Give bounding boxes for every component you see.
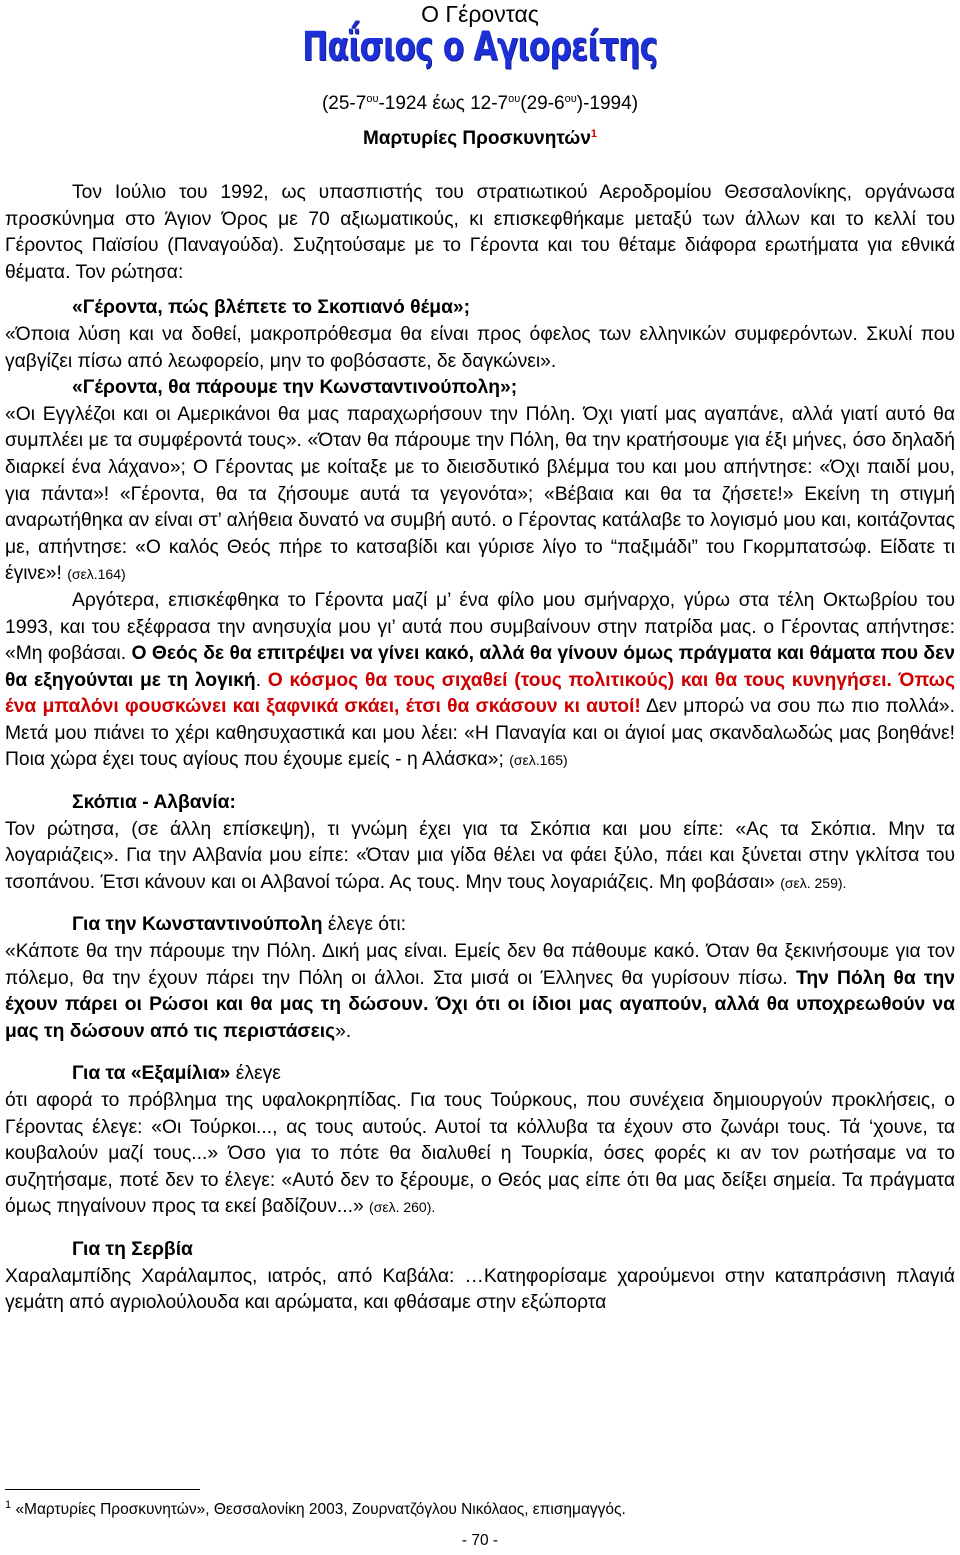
intro-paragraph: Τον Ιούλιο του 1992, ως υπασπιστής του στρατιωτικού Αεροδρομίου Θεσσαλονίκης, οργάνωσα προσκύνημα στο Άγιον Όρος με 70 αξιωματικούς, κι επισκεφθήκαμε μεταξύ των άλλων και το κελλί του Γέροντος Παϊσίου (Παναγούδα). Συζητούσαμε με το Γέροντα και του θέταμε διάφορα ερωτήματα για εθνικά θέματα. Τον ρώτησα: <box>5 182 955 283</box>
heading-skopia-albania: Σκόπια - Αλβανία: <box>72 792 236 814</box>
paragraph-serbia: Χαραλαμπίδης Χαράλαμπος, ιατρός, από Καβάλα: …Κατηφορίσαμε χαρούμενοι στην καταπράσινη πλαγιά γεμάτη από αγριολούλουδα και αρώματα, και φθάσαμε στην εξώπορτα <box>5 1265 955 1314</box>
footnote-ref[interactable]: 1 <box>590 128 598 140</box>
paragraph-konstantinoupoli <box>5 939 955 1045</box>
text: ότι αφορά το πρόβλημα της υφαλοκρηπίδας. Για τους Τούρκους, που συνέχεια δημιουργούν προκλήσεις, ο Γέροντας έλεγε: «Οι Τούρκοι..., ας τους αυτούς. Αυτοί τα κόλλυβα τα έχουν στο ζωνάρι τους. Τά ‘χουνε, τα κουβαλούν μαζί τους...» Όσο για το πότε θα διαλυθεί η Τουρκία, όσες φορές κι αν τον ρωτήσαμε να το συζητήσαμε, ποτέ δεν το έλεγε: «Αυτό δεν το ξέρουμε, ο Θεός μας είπε ότι θα μας δείξει σημεία. Τα πράγματα όμως πηγαίνουν προς τα εκεί βαδίζουν...» <box>5 1090 955 1218</box>
answer-skopia: «Όποια λύση και να δοθεί, μακροπρόθεσμα θα είναι προς όφελος των ελληνικών συμφερόντων. Σκυλί που γαβγίζει πίσω από λεωφορείο, μην το φοβόσαστε, δε δαγκώνει». <box>5 323 955 372</box>
question-skopia: «Γέροντα, πώς βλέπετε το Σκοπιανό θέμα»; <box>72 297 471 319</box>
banner-text: Παΐσιος ο Αγιορείτης <box>302 24 658 70</box>
text: Δεν μπορώ να σου πω πιο πολλά». Μετά μου πιάνει το χέρι καθησυχαστικά και μου λέει: «Η Παναγία και οι άγιοί μας σκανδαλωδώς μας βοηθάνε! Ποια χώρα έχει τους αγίους που έχουμε εμείς - η Αλάσκα»; <box>5 696 955 771</box>
answer-konstantinoupoli <box>5 402 955 588</box>
heading-bold: Για την Κωνσταντινούπολη <box>72 914 323 936</box>
heading-serbia: Για τη Σερβία <box>72 1238 193 1260</box>
page-reference: (σελ.165) <box>509 752 568 769</box>
heading-rest: έλεγε <box>235 1063 281 1085</box>
text: «Κάποτε θα την πάρουμε την Πόλη. Δική μας είναι. Εμείς δεν θα πάθουμε κακό. Όταν θα ξεκινήσουμε για τον πόλεμο, θα την έχουν πάρει την Πόλη οι άλλοι. Στα μισά οι Έλληνες θα γυρίσουν πίσω. <box>5 941 955 989</box>
answer-text: «Οι Εγγλέζοι και οι Αμερικάνοι θα μας παραχωρήσουν την Πόλη. Όχι γιατί μας αγαπάνε, αλλά γιατί αυτό θα συμπλέει με τα συμφέροντά τους». «Όταν θα πάρουμε την Πόλη, θα την κρατήσουμε για έξι μήνες, όσο δηλαδή διαρκεί ένα λάχανο»; Ο Γέροντας με κοίταξε με το διεισδυτικό βλέμμα του και μου απήντησε: «Όχι παιδί μου, για πάντα»! «Γέροντα, θα τα ζήσουμε αυτά τα γεγονότα»; «Βέβαια και θα τα ζήσετε!» Εκείνη τη στιγμή αναρωτήθηκα αν είναι στ’ αλήθεια δυνατό να συμβή αυτό. ο Γέροντας κατάλαβε το λογισμό μου και, κοιτάζοντας με, απήντησε: «Ο καλός Θεός πήρε το κατσαβίδι και γύρισε λίγο το “παξιμάδι” του Γκορμπατσώφ. Είδατε τι έγινε»! <box>5 403 955 585</box>
page-number: - 70 - <box>461 1532 499 1549</box>
paragraph-skopia <box>5 817 955 897</box>
bold-text: Ο Θεός δε θα επιτρέψει να γίνει κακό, αλλά θα γίνουν όμως πράγματα και θάματα που δεν θα εξηγούνται με τη λογική <box>5 643 955 691</box>
page-reference: (σελ. 259). <box>780 874 847 891</box>
bold-text: Την Πόλη θα την έχουν πάρει οι Ρώσοι και θα μας τη δώσουν. Όχι ότι οι ίδιοι μας αγαπούν, αλλά θα υποχρεωθούν να μας τη δώσουν από τις περιστάσεις <box>5 967 955 1042</box>
ordinal-sup: ου <box>366 93 379 105</box>
date-part: )-1994) <box>576 93 639 114</box>
text: ». <box>335 1020 352 1042</box>
heading-konstantinoupoli <box>5 912 955 939</box>
heading-examilia <box>5 1061 955 1088</box>
ordinal-sup: ου <box>508 93 521 105</box>
question-konstantinoupoli: «Γέροντα, θα πάρουμε την Κωνσταντινούπολη»; <box>72 377 518 399</box>
page-title: Ο Γέροντας <box>421 1 539 27</box>
article-body <box>5 180 955 1317</box>
dates-line <box>0 91 960 118</box>
date-part: (29-6 <box>520 93 565 114</box>
page-reference: (σελ. 260). <box>369 1199 436 1216</box>
paragraph-later-visit <box>5 588 955 774</box>
text: . <box>255 669 262 691</box>
subtitle-text: Μαρτυρίες Προσκυνητών <box>362 128 591 149</box>
footnote-number: 1 <box>5 1499 12 1511</box>
date-part: (25-7 <box>321 93 367 114</box>
footnote-separator <box>5 1489 200 1490</box>
red-highlight-text: Ο κόσμος θα τους σιχαθεί (τους πολιτικούς) και θα τους κυνηγήσει. Όπως ένα μπαλόνι φουσκώνει και ξαφνικά σκάει, έτσι θα σκάσουν κι αυτοί! <box>5 669 955 718</box>
ordinal-sup: ου <box>564 93 577 105</box>
title-banner <box>0 24 960 70</box>
heading-rest: έλεγε ότι: <box>327 914 407 936</box>
text: Αργότερα, επισκέφθηκα το Γέροντα μαζί μ’ ένα φίλο μου σμήναρχο, γύρω στα τέλη Οκτωβρίου του 1993, και του εξέφρασα την ανησυχία μου γι’ αυτά που συμβαίνουν στην πατρίδα μας. ο Γέροντας απήντησε: «Μη φοβάσαι. <box>5 589 955 665</box>
date-part: -1924 έως 12-7 <box>378 93 509 114</box>
subtitle <box>0 126 960 153</box>
paragraph-examilia <box>5 1088 955 1221</box>
page-reference: (σελ.164) <box>67 566 126 583</box>
footnote <box>5 1500 626 1520</box>
text: Τον ρώτησα, (σε άλλη επίσκεψη), τι γνώμη έχει για τα Σκόπια και μου είπε: «Ας τα Σκόπια. Μην τα λογαριάζεις». Για την Αλβανία μου είπε: «Όταν μια γίδα θέλει να φάει ξύλο, πάει και ξύνεται στην γκλίτσα του τσοπάνου. Έτσι κάνουν και οι Αλβανοί τώρα. Ας τους. Μην τους λογαριάζεις. Μη φοβάσαι» <box>5 818 955 893</box>
heading-bold: Για τα «Εξαμίλια» <box>72 1063 231 1085</box>
footnote-text: «Μαρτυρίες Προσκυνητών», Θεσσαλονίκη 2003, Ζουρνατζόγλου Νικόλαος, επισημαγγός. <box>15 1501 626 1518</box>
